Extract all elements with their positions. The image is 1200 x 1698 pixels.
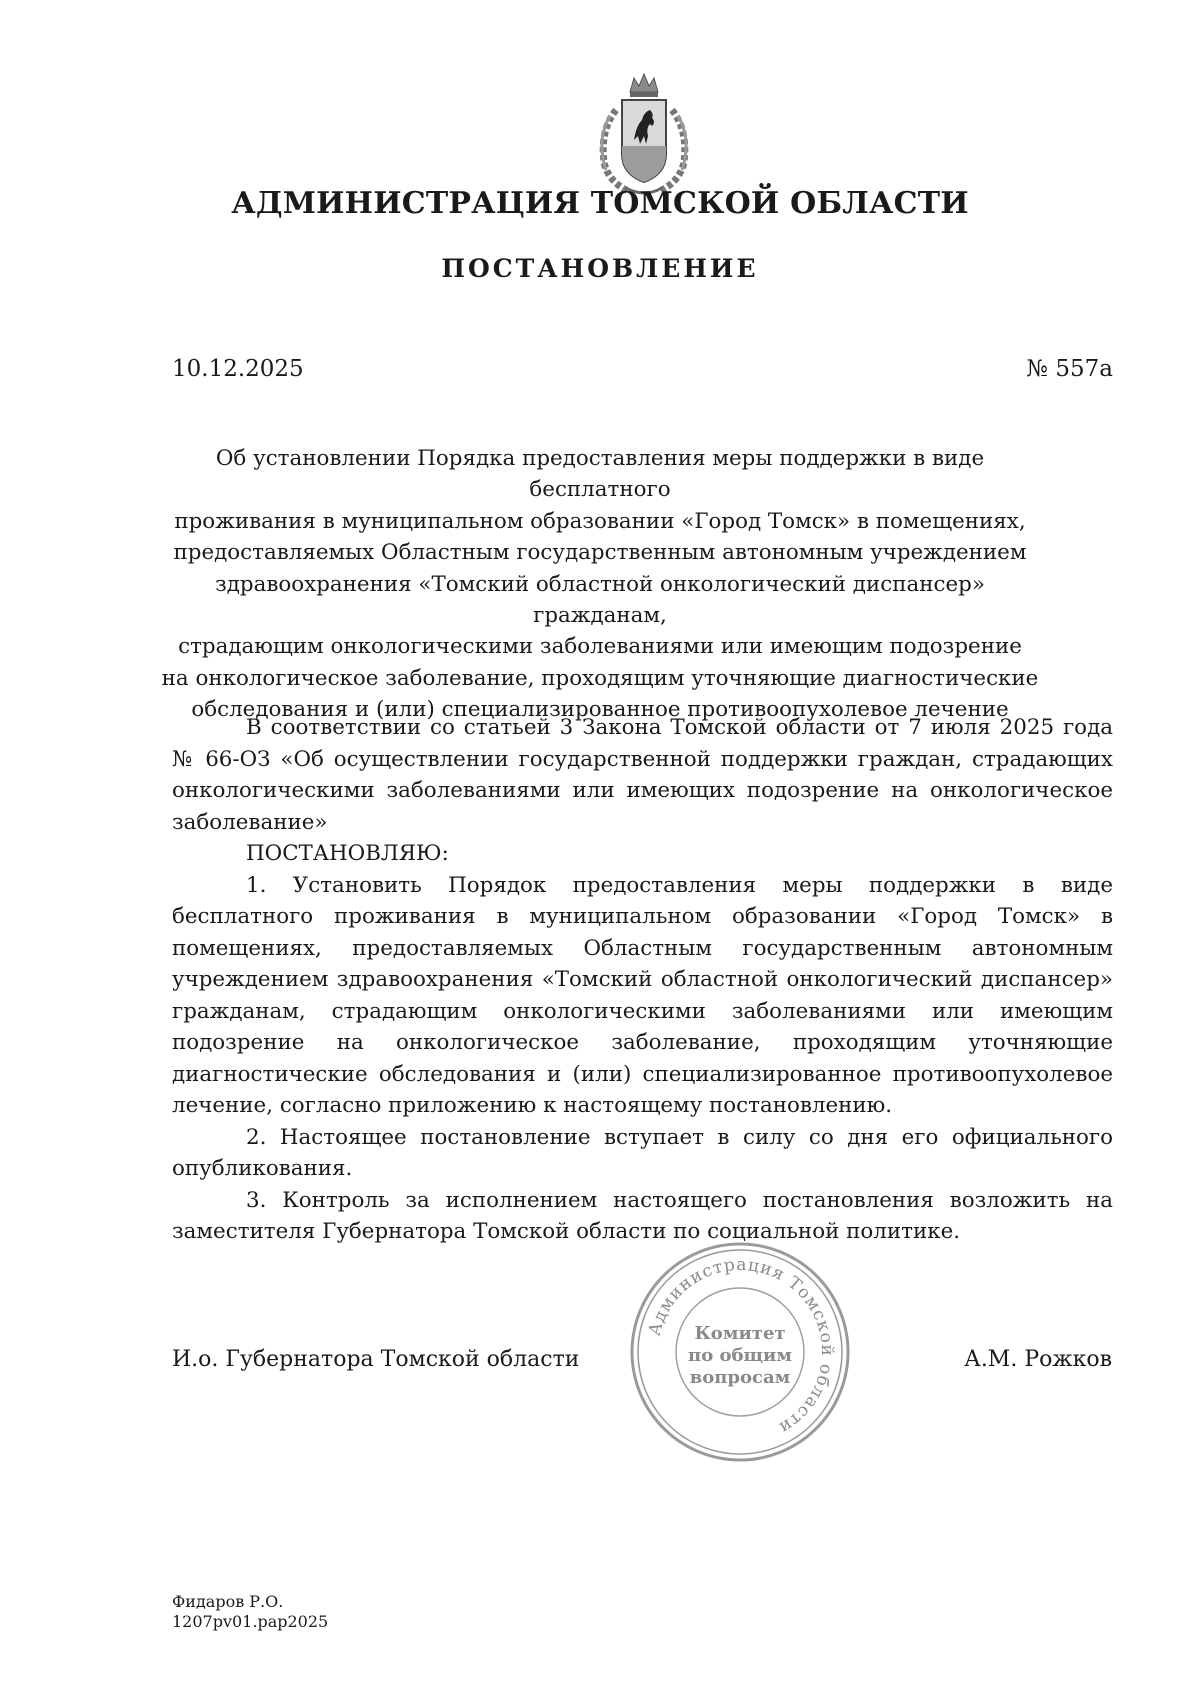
subject-line: проживания в муниципальном образовании «Город Томск» в помещениях, [174, 508, 1026, 534]
stamp-center-line: по общим [688, 1345, 792, 1366]
subject-line: здравоохранения «Томский областной онкологический диспансер» гражданам, [215, 571, 985, 629]
document-date: 10.12.2025 [172, 356, 304, 382]
document-body [172, 712, 1113, 1248]
document-number: № 557а [1026, 356, 1113, 382]
official-stamp [625, 1237, 855, 1467]
stamp-ring-text: Администрация Томской области [644, 1254, 838, 1439]
footer-info [172, 1592, 328, 1632]
subject-line: предоставляемых Областным государственным автономным учреждением [173, 540, 1027, 566]
preamble-paragraph: В соответствии со статьей 3 Закона Томской области от 7 июля 2025 года № 66-ОЗ «Об осуществлении государственной поддержки граждан, страдающих онкологическими заболеваниями или имеющих подозрение на онкологическое заболевание» [172, 715, 1113, 835]
subject-line: обследования и (или) специализированное противоопухолевое лечение [191, 697, 1009, 723]
decree-word: ПОСТАНОВЛЯЮ: [246, 841, 449, 866]
footer-author: Фидаров Р.О. [172, 1592, 284, 1611]
stamp-center-line: Комитет [694, 1323, 786, 1344]
subject-line: Об установлении Порядка предоставления меры поддержки в виде бесплатного [215, 446, 985, 503]
footer-file-code: 1207pv01.pap2025 [172, 1612, 329, 1631]
coat-of-arms-emblem-icon [586, 70, 702, 202]
organization-title: АДМИНИСТРАЦИЯ ТОМСКОЙ ОБЛАСТИ [231, 186, 969, 221]
decree-item: 3. Контроль за исполнением настоящего постановления возложить на заместителя Губернатора Томской области по социальной политике. [172, 1187, 1113, 1244]
document-type-title: ПОСТАНОВЛЕНИЕ [441, 254, 759, 283]
document-subject [150, 443, 1050, 726]
subject-line: на онкологическое заболевание, проходящим уточняющие диагностические [161, 665, 1039, 691]
decree-item: 2. Настоящее постановление вступает в силу со дня его официального опубликования. [172, 1124, 1113, 1181]
decree-item: 1. Установить Порядок предоставления меры поддержки в виде бесплатного проживания в муниципальном образовании «Город Томск» в помещениях, предоставляемых Областным государственным автономным учреждением здравоохранения «Томский областной онкологический диспансер» гражданам, страдающим онкологическими заболеваниями или имеющим подозрение на онкологическое заболевание, проходящим уточняющие диагностические обследования и (или) специализированное противоопухолевое лечение, согласно приложению к настоящему постановлению. [172, 872, 1113, 1118]
stamp-center-line: вопросам [689, 1367, 791, 1388]
signatory-name: А.М. Рожков [964, 1347, 1112, 1372]
signatory-role: И.о. Губернатора Томской области [172, 1347, 580, 1372]
subject-line: страдающим онкологическими заболеваниями или имеющим подозрение [178, 634, 1022, 660]
